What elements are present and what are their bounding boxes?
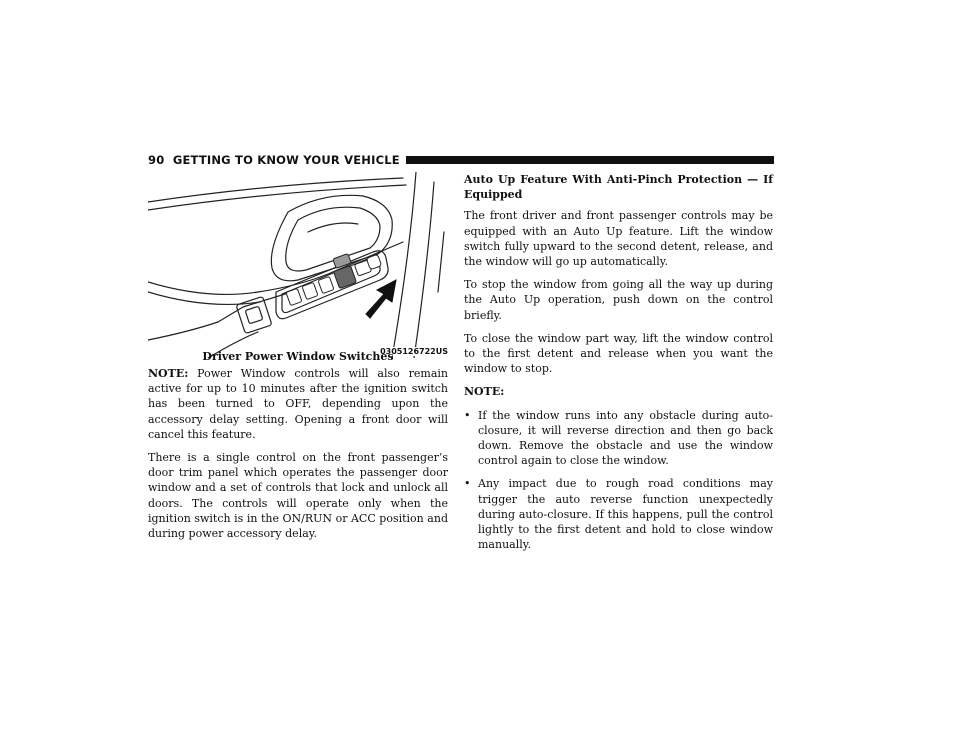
bullet-dot-icon: • [464,477,471,491]
body-paragraph: To close the window part way, lift the window control to the first detent and release when you want the window to stop. [464,331,773,376]
bullet-item [464,408,773,469]
page-number: 90 [148,153,165,167]
passenger-control-paragraph: There is a single control on the front passenger’s door trim panel which operates the passenger door window and a set of controls that lock and unlock all doors. The controls will operate only when the ignition switch is in the ON/RUN or ACC position and during power accessory delay. [148,451,448,541]
right-column [464,172,773,560]
bullet-dot-icon: • [464,408,471,422]
bullet-item [464,476,773,552]
note-text: Power Window controls will also remain active for up to 10 minutes after the ignition switch has been turned to OFF, depending upon the accessory delay setting. Opening a front door will cancel this feature. [148,367,448,441]
door-panel-drawing [148,172,448,358]
bullet-text: If the window runs into any obstacle during auto-closure, it will reverse direction and then go back down. Remove the obstacle and use the window control again to close the window. [478,408,773,468]
figure-caption: Driver Power Window Switches [202,350,394,363]
header-label [148,152,406,168]
driver-power-window-switches-illustration [148,172,448,358]
body-paragraph: The front driver and front passenger controls may be equipped with an Auto Up feature. Lift the window switch fully upward to the second detent, release, and the window will go up automatically. [464,209,773,269]
figure-code: 0305126722US [380,347,448,356]
section-heading: Auto Up Feature With Anti-Pinch Protection — If Equipped [464,173,773,202]
section-title: GETTING TO KNOW YOUR VEHICLE [172,153,400,167]
page-header [148,152,774,168]
note-label: NOTE: [464,385,505,399]
body-paragraph: To stop the window from going all the way up during the Auto Up operation, push down on the control briefly. [464,278,773,322]
left-column [148,366,448,549]
bullet-text: Any impact due to rough road conditions may trigger the auto reverse function unexpectedly during auto-closure. If this happens, pull the control lightly to the first detent and hold to close window manually. [478,477,773,552]
note-paragraph [148,366,448,442]
note-label: NOTE: [148,367,189,380]
